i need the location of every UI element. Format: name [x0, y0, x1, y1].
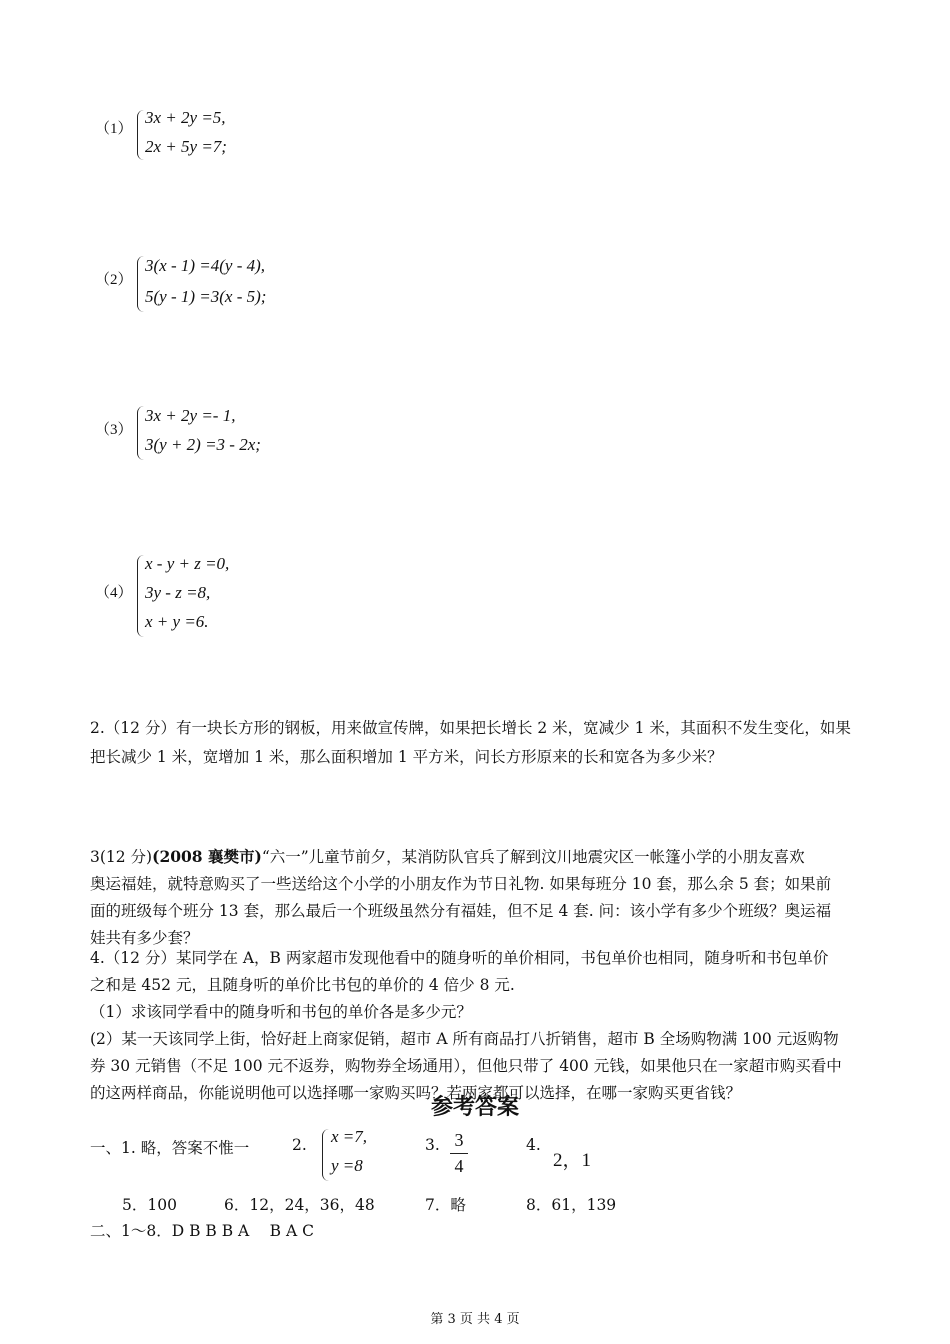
problem-4-line-4: (2）某一天该同学上街，恰好赶上商家促销，超市 A 所有商品打八折销售，超市 B 全场购物满 100 元返购物 — [90, 1030, 839, 1048]
equation-line: 3x + 2y =5, — [145, 108, 226, 127]
problem-3-line-3: 面的班级每个班分 13 套，那么最后一个班级虽然分有福娃，但不足 4 套. 问：该小学有多少个班级？奥运福 — [90, 902, 832, 920]
answer-2-line: y =8 — [331, 1156, 363, 1175]
fraction-numerator: 3 — [454, 1130, 464, 1150]
equation-line: 3y - z =8, — [145, 583, 211, 602]
equation-line: 3x + 2y =- 1, — [145, 406, 236, 425]
equation-line: x - y + z =0, — [145, 554, 230, 573]
equation-line: 5(y - 1) =3(x - 5); — [145, 287, 267, 306]
equation-label: （3） — [95, 422, 133, 438]
problem-3-source: (2008 襄樊市) — [152, 847, 262, 866]
answer-7: 7．略 — [425, 1196, 466, 1214]
problem-3-line-1 — [90, 843, 860, 871]
equation-line: x + y =6. — [145, 612, 209, 631]
problem-4-line-6: 的这两样商品，你能说明他可以选择哪一家购买吗？若两家都可以选择，在哪一家购买更省钱？ — [90, 1084, 742, 1102]
equation-line: 2x + 5y =7; — [145, 137, 227, 156]
answer-5: 5．100 — [122, 1196, 177, 1214]
problem-4-line-2: 之和是 452 元，且随身听的单价比书包的单价的 4 倍少 8 元. — [90, 976, 515, 994]
problem-3-prefix: 3(12 分) — [90, 848, 153, 866]
fraction-bar — [450, 1153, 468, 1154]
equation-system-1 — [95, 108, 345, 168]
equation-line: 3(x - 1) =4(y - 4), — [145, 256, 266, 275]
answer-4-value: 2，1 — [553, 1150, 592, 1171]
brace — [322, 1129, 329, 1181]
answers-heading: 参考答案 — [430, 1095, 519, 1120]
brace — [137, 555, 144, 637]
brace — [137, 110, 144, 160]
problem-4-line-5: 券 30 元销售（不足 100 元不返券，购物券全场通用），但他只带了 400 元钱，如果他只在一家超市购买看中 — [90, 1057, 842, 1075]
brace — [137, 256, 144, 312]
problem-4 — [90, 945, 860, 1107]
answer-6: 6．12，24，36，48 — [224, 1196, 375, 1214]
equation-line: 3(y + 2) =3 - 2x; — [145, 435, 261, 454]
problem-3-line-2: 奥运福娃，就特意购买了一些送给这个小学的小朋友作为节日礼物. 如果每班分 10 套，那么余 5 套；如果前 — [90, 875, 832, 893]
answer-8: 8．61，139 — [526, 1196, 617, 1214]
fraction-denominator: 4 — [454, 1156, 464, 1176]
equation-system-2 — [95, 254, 355, 316]
answer-2-label: 2. — [292, 1136, 307, 1154]
equation-label: （4） — [95, 585, 133, 601]
equation-system-4 — [95, 552, 345, 642]
problem-3 — [90, 843, 860, 952]
problem-3-line-1-text: “六一”儿童节前夕，某消防队官兵了解到汶川地震灾区一帐篷小学的小朋友喜欢 — [261, 848, 805, 866]
answer-4-label: 4. — [526, 1136, 541, 1154]
brace — [137, 406, 144, 460]
equation-label: （1） — [95, 121, 133, 137]
equation-system-3 — [95, 404, 355, 466]
problem-2 — [90, 714, 860, 772]
answer-2-system — [318, 1127, 408, 1185]
answer-1: 一、1. 略，答案不惟一 — [90, 1139, 250, 1157]
answer-3-fraction — [450, 1130, 468, 1177]
page-footer: 第 3 页 共 4 页 — [430, 1312, 520, 1327]
problem-3-line-4: 娃共有多少套？ — [90, 929, 199, 947]
answer-2-line: x =7, — [331, 1127, 368, 1146]
equation-label: （2） — [95, 272, 133, 288]
problem-2-line-2: 把长减少 1 米，宽增加 1 米，那么面积增加 1 平方米，问长方形原来的长和宽各为多少米？ — [90, 748, 723, 766]
section-2-answers: 二、1～8．D B B B A B A C — [90, 1222, 314, 1240]
problem-4-line-1: 4.（12 分）某同学在 A，B 两家超市发现他看中的随身听的单价相同，书包单价也相同，随身听和书包单价 — [90, 949, 829, 967]
answer-3-label: 3. — [425, 1136, 440, 1154]
problem-2-line-1: 2.（12 分）有一块长方形的钢板，用来做宣传牌，如果把长增长 2 米，宽减少 1 米，其面积不发生变化，如果 — [90, 719, 851, 737]
problem-4-line-3: （1）求该同学看中的随身听和书包的单价各是多少元？ — [90, 1003, 472, 1021]
